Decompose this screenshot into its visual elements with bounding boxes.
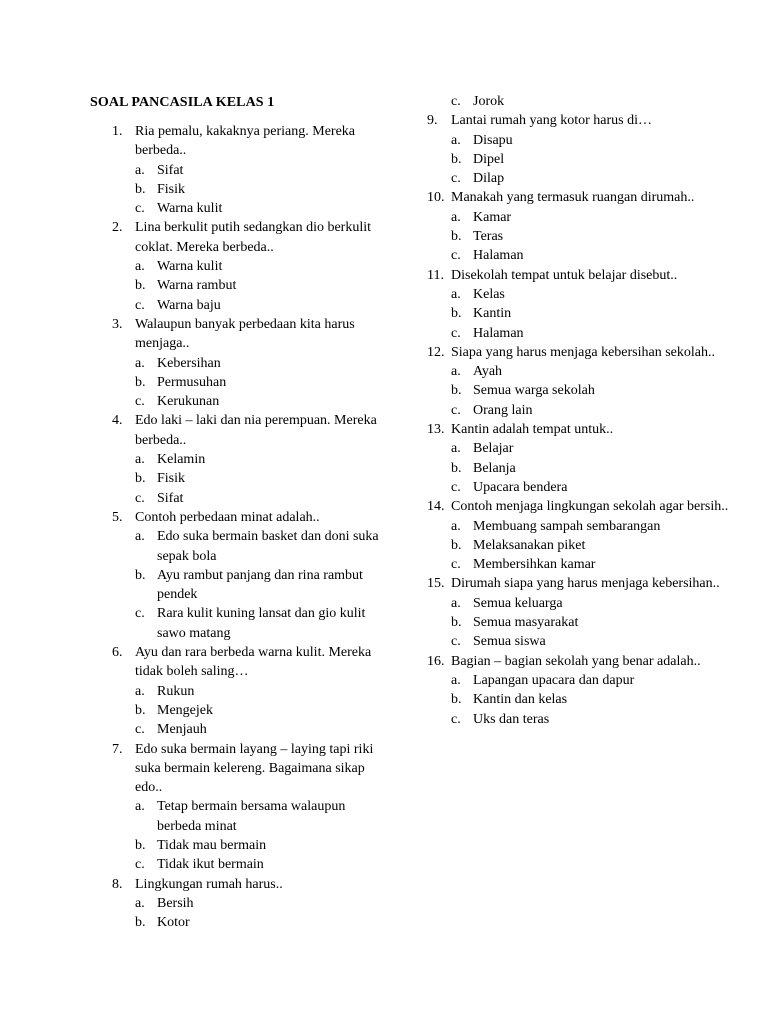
question-7 — [112, 740, 392, 798]
option-text: Kamar — [473, 209, 512, 225]
option-letter: b. — [451, 615, 462, 631]
question-text: Disekolah tempat untuk belajar disebut.. — [451, 267, 678, 283]
option-letter: a. — [451, 132, 461, 148]
answer-option — [451, 401, 747, 420]
answer-option — [135, 701, 392, 720]
question-16 — [427, 652, 747, 671]
answer-option — [451, 169, 747, 188]
option-letter: a. — [451, 595, 461, 611]
question-text: Lina berkulit putih sedangkan dio berkulit coklat. Mereka berbeda.. — [135, 220, 372, 255]
option-text: Kantin dan kelas — [473, 692, 568, 708]
option-letter: b. — [135, 702, 146, 718]
question-text: Contoh menjaga lingkungan sekolah agar bersih.. — [451, 499, 729, 515]
answer-option — [135, 469, 392, 488]
option-text: Upacara bendera — [473, 479, 568, 495]
answer-option — [135, 296, 392, 315]
option-text: Semua siswa — [473, 634, 546, 650]
answer-option — [135, 836, 392, 855]
question-number: 16. — [427, 653, 445, 669]
answer-option — [135, 354, 392, 373]
answer-option — [135, 161, 392, 180]
option-letter: c. — [135, 606, 145, 622]
answer-option — [135, 199, 392, 218]
option-text: Jorok — [473, 94, 505, 109]
option-letter: a. — [135, 259, 145, 275]
answer-option — [451, 671, 747, 690]
option-text: Disapu — [473, 132, 513, 148]
question-4 — [112, 411, 392, 450]
option-letter: a. — [135, 162, 145, 178]
question-text: Siapa yang harus menjaga kebersihan sekolah.. — [451, 344, 715, 360]
option-letter: c. — [135, 490, 145, 506]
option-text: Semua masyarakat — [473, 615, 579, 631]
option-text: Kebersihan — [157, 355, 221, 371]
option-letter: c. — [135, 722, 145, 738]
option-letter: a. — [451, 518, 461, 534]
question-text: Bagian – bagian sekolah yang benar adalah.. — [451, 653, 701, 669]
option-text: Sifat — [157, 490, 184, 506]
answer-option — [451, 459, 747, 478]
answer-option — [135, 276, 392, 295]
option-letter: c. — [135, 297, 145, 313]
answer-option — [135, 566, 392, 605]
option-text: Tetap bermain bersama walaupun berbeda minat — [157, 799, 346, 834]
option-letter: b. — [135, 471, 146, 487]
question-6 — [112, 643, 392, 682]
option-letter: b. — [135, 181, 146, 197]
option-text: Halaman — [473, 248, 524, 264]
answer-option — [451, 150, 747, 169]
answer-option — [451, 285, 747, 304]
option-letter: a. — [451, 286, 461, 302]
question-number: 10. — [427, 190, 445, 206]
option-text: Permusuhan — [157, 374, 227, 390]
option-text: Dipel — [473, 151, 505, 167]
option-text: Orang lain — [473, 402, 533, 418]
option-letter: c. — [451, 711, 461, 727]
question-number: 3. — [112, 316, 123, 332]
option-letter: c. — [451, 94, 461, 109]
answer-option — [135, 604, 392, 643]
question-text: Lantai rumah yang kotor harus di… — [451, 113, 653, 129]
option-text: Mengejek — [157, 702, 213, 718]
question-3 — [112, 315, 392, 354]
question-number: 13. — [427, 422, 445, 438]
option-letter: b. — [451, 460, 462, 476]
option-text: Uks dan teras — [473, 711, 550, 727]
answer-option — [451, 594, 747, 613]
answer-option — [135, 797, 392, 836]
question-number: 15. — [427, 576, 445, 592]
option-letter: a. — [135, 452, 145, 468]
question-number: 1. — [112, 124, 123, 139]
question-number: 4. — [112, 413, 123, 429]
question-11 — [427, 266, 747, 285]
answer-option — [135, 894, 392, 913]
answer-option — [451, 131, 747, 150]
answer-option — [135, 913, 392, 932]
answer-option — [451, 517, 747, 536]
question-13 — [427, 420, 747, 439]
question-1 — [112, 122, 392, 161]
question-5 — [112, 508, 392, 527]
answer-option — [135, 180, 392, 199]
question-text: Walaupun banyak perbedaan kita harus menjaga.. — [135, 316, 355, 352]
option-text: Kelamin — [157, 452, 206, 468]
option-text: Edo suka bermain basket dan doni suka sepak bola — [157, 529, 379, 564]
option-letter: a. — [135, 683, 145, 699]
option-letter: c. — [451, 171, 461, 187]
option-text: Tidak ikut bermain — [157, 857, 264, 873]
question-15 — [427, 574, 747, 593]
answer-option — [451, 613, 747, 632]
option-letter: b. — [451, 383, 462, 399]
option-text: Kerukunan — [157, 394, 220, 410]
option-continued — [451, 92, 747, 111]
option-text: Membersihkan kamar — [473, 557, 596, 573]
option-text: Membuang sampah sembarangan — [473, 518, 661, 534]
answer-option — [451, 381, 747, 400]
answer-option — [135, 682, 392, 701]
answer-option — [135, 373, 392, 392]
option-text: Halaman — [473, 325, 524, 341]
question-9 — [427, 111, 747, 130]
option-letter: b. — [135, 837, 146, 853]
question-text: Edo suka bermain layang – laying tapi riki suka bermain kelereng. Bagaimana sikap edo.. — [135, 741, 374, 796]
option-letter: a. — [451, 672, 461, 688]
option-text: Warna rambut — [157, 278, 237, 294]
option-letter: a. — [135, 529, 145, 545]
option-letter: c. — [135, 201, 145, 217]
option-text: Belajar — [473, 441, 514, 457]
question-text: Edo laki – laki dan nia perempuan. Mereka berbeda.. — [135, 413, 377, 448]
question-number: 9. — [427, 113, 438, 129]
option-text: Dilap — [473, 171, 505, 187]
option-letter: c. — [451, 402, 461, 418]
answer-option — [135, 489, 392, 508]
option-letter: b. — [135, 915, 146, 931]
answer-option — [451, 710, 747, 729]
answer-option — [135, 527, 392, 566]
option-letter: c. — [451, 479, 461, 495]
option-text: Bersih — [157, 895, 194, 911]
option-letter: c. — [451, 248, 461, 264]
answer-option — [135, 720, 392, 739]
option-letter: b. — [451, 692, 462, 708]
option-letter: a. — [135, 799, 145, 815]
answer-option — [451, 208, 747, 227]
question-number: 5. — [112, 509, 123, 525]
option-text: Menjauh — [157, 722, 207, 738]
option-text: Kotor — [157, 915, 190, 931]
question-2 — [112, 218, 392, 257]
option-letter: c. — [451, 634, 461, 650]
answer-option — [451, 632, 747, 651]
answer-option — [451, 246, 747, 265]
question-number: 12. — [427, 344, 445, 360]
answer-option — [451, 536, 747, 555]
option-text: Ayah — [473, 364, 503, 380]
answer-option — [451, 439, 747, 458]
option-letter: b. — [451, 151, 462, 167]
question-text: Dirumah siapa yang harus menjaga kebersihan.. — [451, 576, 720, 592]
answer-option — [451, 227, 747, 246]
option-text: Semua keluarga — [473, 595, 563, 611]
page-title: SOAL PANCASILA KELAS 1 — [90, 95, 275, 110]
answer-option — [451, 555, 747, 574]
question-number: 6. — [112, 645, 123, 661]
question-text: Ria pemalu, kakaknya periang. Mereka berbeda.. — [135, 124, 356, 159]
answer-option — [451, 478, 747, 497]
option-text: Melaksanakan piket — [473, 537, 586, 553]
option-letter: a. — [451, 209, 461, 225]
option-text: Fisik — [157, 471, 186, 487]
question-number: 14. — [427, 499, 445, 515]
question-number: 7. — [112, 741, 123, 757]
answer-option — [135, 450, 392, 469]
option-text: Rara kulit kuning lansat dan gio kulit sawo matang — [157, 606, 366, 641]
answer-option — [451, 362, 747, 381]
option-letter: b. — [451, 306, 462, 322]
question-8 — [112, 875, 392, 894]
question-text: Lingkungan rumah harus.. — [135, 876, 283, 892]
answer-option — [451, 690, 747, 709]
option-letter: a. — [135, 355, 145, 371]
option-text: Rukun — [157, 683, 195, 699]
option-letter: b. — [451, 537, 462, 553]
question-number: 2. — [112, 220, 123, 236]
option-text: Warna baju — [157, 297, 221, 313]
option-text: Belanja — [473, 460, 516, 476]
answer-option — [451, 304, 747, 323]
option-letter: b. — [135, 374, 146, 390]
option-letter: a. — [451, 441, 461, 457]
option-text: Ayu rambut panjang dan rina rambut pendek — [157, 567, 363, 603]
option-letter: b. — [451, 229, 462, 245]
option-letter: c. — [135, 394, 145, 410]
answer-option — [135, 392, 392, 411]
option-text: Sifat — [157, 162, 184, 178]
question-12 — [427, 343, 747, 362]
question-text: Contoh perbedaan minat adalah.. — [135, 509, 320, 525]
option-text: Fisik — [157, 181, 186, 197]
option-letter: a. — [135, 895, 145, 911]
answer-option — [451, 324, 747, 343]
question-text: Kantin adalah tempat untuk.. — [451, 422, 614, 438]
option-letter: b. — [135, 567, 146, 583]
option-letter: c. — [451, 557, 461, 573]
left-question-column — [112, 122, 392, 932]
question-text: Ayu dan rara berbeda warna kulit. Mereka tidak boleh saling… — [135, 645, 372, 680]
option-text: Kantin — [473, 306, 512, 322]
option-text: Teras — [473, 229, 504, 245]
question-14 — [427, 497, 747, 516]
option-letter: a. — [451, 364, 461, 380]
question-text: Manakah yang termasuk ruangan dirumah.. — [451, 190, 695, 206]
question-10 — [427, 188, 747, 207]
option-text: Lapangan upacara dan dapur — [473, 672, 635, 688]
option-text: Tidak mau bermain — [157, 837, 267, 853]
question-number: 8. — [112, 876, 123, 892]
option-letter: c. — [451, 325, 461, 341]
answer-option — [135, 257, 392, 276]
option-text: Kelas — [473, 286, 505, 302]
option-letter: b. — [135, 278, 146, 294]
option-letter: c. — [135, 857, 145, 873]
question-number: 11. — [427, 267, 444, 283]
option-text: Warna kulit — [157, 201, 223, 217]
option-text: Semua warga sekolah — [473, 383, 595, 399]
right-question-column — [427, 92, 747, 729]
answer-option — [135, 855, 392, 874]
option-text: Warna kulit — [157, 259, 223, 275]
